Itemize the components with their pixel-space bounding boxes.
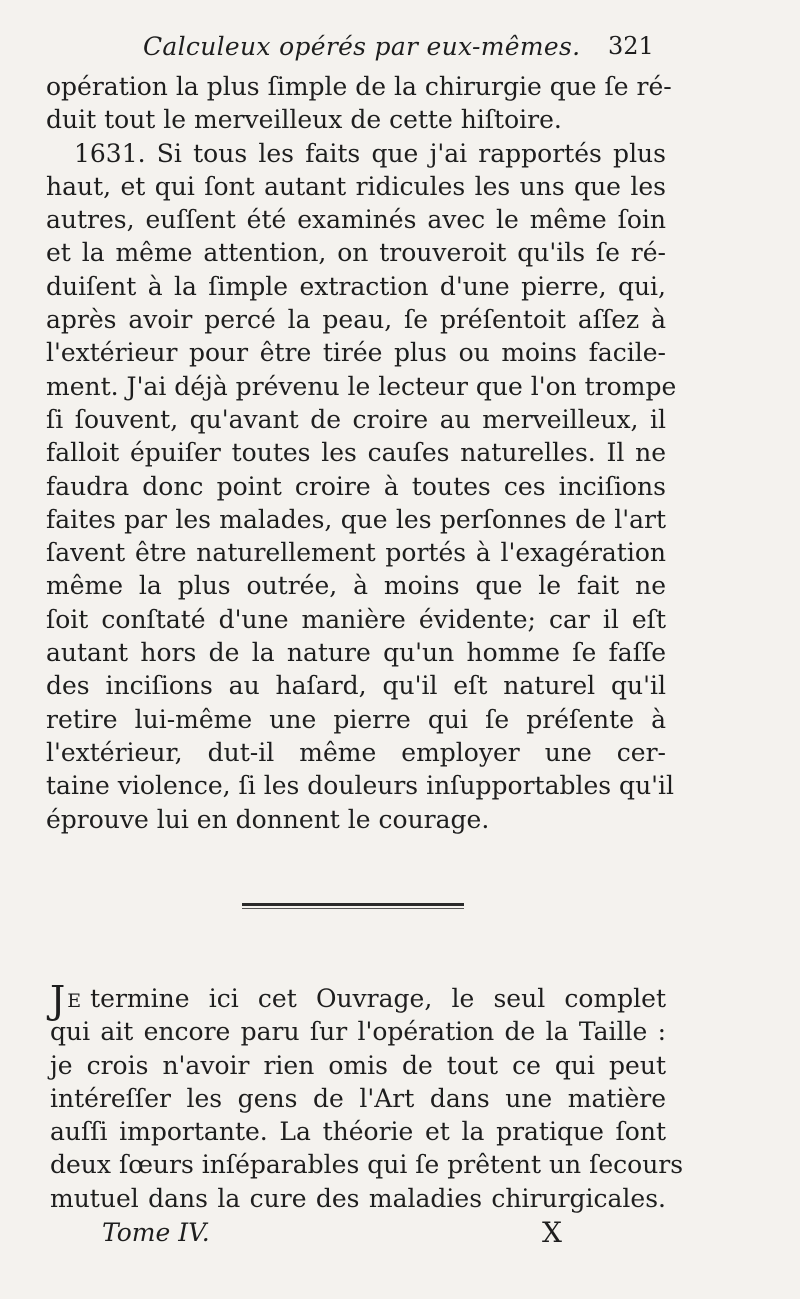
small-caps: E <box>67 990 83 1012</box>
text-line: l'extérieur, dut-il même employer une cer- <box>46 737 666 767</box>
text-line: je crois n'avoir rien omis de tout ce qui peut <box>50 1050 666 1080</box>
text-line: deux ſœurs inſéparables qui ſe prêtent un ſecours <box>50 1150 684 1180</box>
text-line: auſſi importante. La théorie et la pratique ſont <box>50 1117 666 1147</box>
text-line: autres, euſſent été examinés avec le même ſoin <box>46 205 666 235</box>
closing-paragraph <box>50 978 684 1215</box>
text-line: intéreſſer les gens de l'Art dans une matière <box>50 1083 666 1113</box>
text-line: haut, et qui ſont autant ridicules les uns que les <box>46 171 666 201</box>
section-divider-rule <box>242 903 464 906</box>
volume-signature: Tome IV. <box>102 1218 210 1247</box>
text-line: ment. J'ai déjà prévenu le lecteur que l'on trompe <box>46 371 677 401</box>
text-line: mutuel dans la cure des maladies chirurgicales. <box>50 1183 666 1213</box>
text-line: des inciſions au haſard, qu'il eſt naturel qu'il <box>46 671 666 701</box>
main-text <box>46 70 677 836</box>
drop-cap: J <box>50 978 66 1022</box>
text-line: faites par les malades, que les perſonnes de l'art <box>46 504 666 534</box>
text-line: opération la plus ſimple de la chirurgie que ſe ré- <box>46 72 672 101</box>
text-line: taine violence, ſi les douleurs inſupportables qu'il <box>46 771 675 801</box>
page-number: 321 <box>608 32 654 60</box>
text-line: qui ait encore paru ſur l'opération de la Taille : <box>50 1017 666 1047</box>
page-header <box>48 30 668 70</box>
text-line: après avoir percé la peau, ſe préſentoit aſſez à <box>46 305 666 335</box>
text-line: duit tout le merveilleux de cette hiſtoire. <box>46 105 562 135</box>
text-line: ſi ſouvent, qu'avant de croire au merveilleux, il <box>46 404 666 434</box>
text-line: duiſent à la ſimple extraction d'une pierre, qui, <box>46 271 666 301</box>
text-line: ſoit conſtaté d'une manière évidente; car il eſt <box>46 604 666 634</box>
text-line: et la même attention, on trouveroit qu'ils ſe ré- <box>46 238 666 268</box>
text-line: ſavent être naturellement portés à l'exagération <box>46 538 666 568</box>
text-line: retire lui-même une pierre qui ſe préſente à <box>46 704 666 734</box>
text-line: même la plus outrée, à moins que le fait ne <box>46 571 666 601</box>
page-footer <box>48 1218 668 1258</box>
running-head: Calculeux opérés par eux-mêmes. <box>143 32 581 61</box>
text-line: éprouve lui en donnent le courage. <box>46 804 490 834</box>
signature-mark: X <box>542 1216 562 1249</box>
paragraph-1631-start: 1631. Si tous les faits que j'ai rapportés plus <box>74 138 666 168</box>
closing-first-line-text: termine ici cet Ouvrage, le seul complet <box>90 984 666 1013</box>
text-line: autant hors de la nature qu'un homme ſe faſſe <box>46 638 666 668</box>
text-line: faudra donc point croire à toutes ces inciſions <box>46 471 666 501</box>
closing-first-line <box>50 978 666 1022</box>
text-line: falloit épuiſer toutes les cauſes naturelles. Il ne <box>46 438 666 468</box>
text-line: l'extérieur pour être tirée plus ou moins facile- <box>46 338 666 368</box>
